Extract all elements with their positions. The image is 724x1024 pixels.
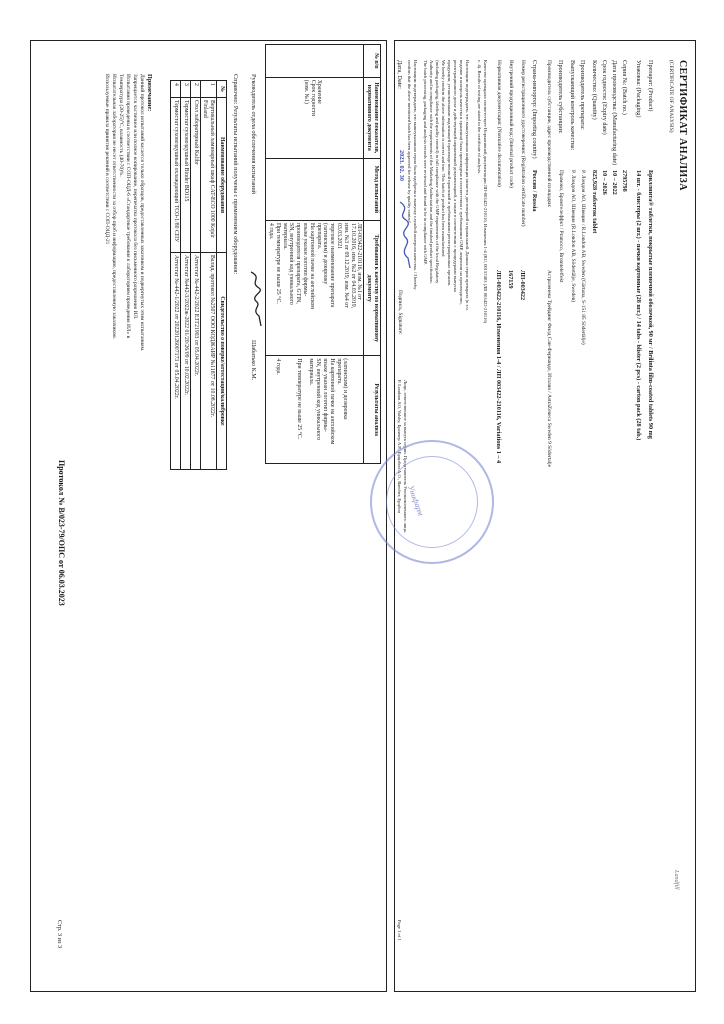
req-line: производителя препарата, GTIN, bbox=[295, 222, 302, 304]
equipment-intro: Справочно: Результаты испытаний получены с применением оборудования: bbox=[232, 74, 239, 275]
quality-line: с. 4). Results of testing are stated in the certificate of analysis. bbox=[477, 60, 482, 175]
field-label-reg-number: Номер регистрационного удостоверения: (Registration certificate number) bbox=[520, 60, 526, 227]
shelf-life-label: Срок годности bbox=[309, 79, 316, 116]
field-label-expiry: Срок годности: (Expiry date) bbox=[601, 60, 608, 135]
note-line: Данный протокол испытаний касается только образцов, предоставленных заказчиком и подвергнутых этим испытаниям. bbox=[139, 74, 145, 352]
certificate-signature bbox=[394, 200, 414, 270]
statement-line: регистрационного досье и действующей нормативной документацией, а также в соответствии с процедурами выпуска bbox=[453, 60, 458, 292]
req-line: SN, внутренний код уникального bbox=[288, 222, 295, 305]
eq-col-name: Наименование оборудования bbox=[217, 98, 227, 253]
protocol-footer: Протокол № В/023-79/ОПС от 06.03.2023 bbox=[57, 460, 66, 606]
field-value-release-control: Р. Лондон АО, Швеция (R.London AB, Södertälje, Sweden) bbox=[570, 170, 576, 303]
field-label-mfg-date: Дата производства: (Manufacturing date) bbox=[611, 60, 618, 166]
company-logo: Landfill bbox=[673, 870, 680, 890]
col-indicator: Наименование показателя, нормативного документа bbox=[364, 77, 381, 158]
shelf-life-result: 4 года. bbox=[274, 358, 281, 375]
certificate-subtitle: (CERTIFICATE OF ANALYSIS) bbox=[668, 60, 674, 133]
field-value-mfg-date: 10 – 2022 bbox=[611, 170, 618, 195]
field-value-normative-doc: ЛП-003422-210116, Изменения 1-4 / ЛП 003422-210116, Variations 1 – 4 bbox=[495, 270, 502, 464]
field-label-manufacturer: Производитель препарата: bbox=[579, 60, 586, 130]
field-value-product: Бриллинта® таблетки, покрытые пленочной оболочкой, 90 мг / Brilinta film-coated tablets 90 mg bbox=[647, 170, 654, 439]
res-line: материала. bbox=[308, 358, 315, 386]
statement-line: The batch processing, packaging and analysis records were reviewed and found to be in compliance with GMP. bbox=[423, 60, 428, 265]
field-value-api-site: Астразенека Трейдинг Филд Сан-Фернандо, Италия / AstraZeneca Sweden 9 Södertalje bbox=[546, 270, 552, 467]
col-results: Результаты анализа bbox=[364, 356, 381, 464]
release-line: confirm that the above mentioned batch has been approved for release by quality control. bbox=[407, 60, 412, 224]
req-line: (латинским) и дозировку bbox=[322, 222, 329, 285]
col-method: Метод испытаний bbox=[364, 158, 381, 220]
protocol-page bbox=[30, 40, 385, 990]
equipment-table bbox=[170, 80, 227, 470]
certificate-page-number: Page 1 of 1 bbox=[397, 920, 402, 941]
field-label-api-site: Производитель субстанции, адрес производственной площадки: bbox=[546, 60, 552, 208]
field-value-reg-number: ЛП-003422 bbox=[519, 270, 526, 301]
field-value-batch: 2795798 bbox=[621, 170, 628, 192]
col-requirements: Требования к качеству по нормативному документу bbox=[364, 220, 381, 355]
req-line: 03.03.2021 bbox=[336, 222, 343, 250]
certificate-title: СЕРТИФИКАТ АНАЛИЗА bbox=[677, 60, 688, 191]
responsible-signature bbox=[245, 270, 267, 330]
signatory-name: Р. Londson AO, Valsby, Бранчер А.Р., Ерцибон А.О., Baecher, Ерцбон bbox=[397, 380, 402, 514]
res-line: (латинским) и дозировка bbox=[342, 358, 349, 420]
statement-line: (including packaging, labeling and quality control) in full compliance with the GMP requirements of the local Regulatory bbox=[435, 60, 440, 284]
note-line: Используемые правила принятия решений в соответствии с СОП-ОЦД-21 bbox=[104, 74, 110, 245]
field-value-quantity: 825,928 таблеток tablet bbox=[591, 170, 598, 234]
req-line: ЛП-003422-210116, изм. №1 от bbox=[356, 222, 363, 300]
equipment-row: 2 Стол лабораторный Kalibr Аттестат №-442-2/2022 ЕЗТ21903 от 05.04.2022г. bbox=[190, 81, 200, 470]
field-label-product: Препарат: (Product) bbox=[647, 60, 654, 112]
signature-label: Подпись, Signature: bbox=[397, 290, 403, 335]
statement-line: Authority and in compliance with the requirements of the Marketing Authorization and the finished product specification. bbox=[429, 60, 434, 284]
col-number: № п/п bbox=[364, 45, 381, 78]
signatory-title: Лицо, ответственное за выпуск серии. Представитель Уполномоченного лица. bbox=[403, 380, 408, 533]
req-line: языке указан логотип фирмы- bbox=[302, 222, 309, 297]
field-value-manufacturer: Р. Лондон АО, Швеция / R.London AB, Sweden (Gärtuna, S-151 85 Södertälje) bbox=[580, 170, 586, 345]
shelf-life-requirement: 4 года. bbox=[268, 222, 275, 240]
field-label-importer: Страна-импортер: (Importing country) bbox=[531, 60, 538, 159]
responsible-label: Руководитель отдела обеспечения испытаний bbox=[250, 74, 257, 194]
note-line: Испытательная лаборатория не несет ответственности за отбор проб и информацию, предоставленную заказчиком. bbox=[111, 74, 117, 340]
company-stamp bbox=[370, 440, 494, 564]
equipment-row: 1 Вертикальный ламинарный шкаф CAT-ECO 1000 Kojair Finland Валид. протокол №2507 ООО КОДЖАИР №11877 от 10.08.2022г. bbox=[200, 81, 217, 470]
field-label-quantity: Количество: (Quantity) bbox=[591, 60, 598, 120]
field-label-internal-code: Внутренний продукционный код: (Internal product code) bbox=[508, 60, 514, 189]
field-value-internal-code: 167159 bbox=[507, 270, 514, 289]
date-label: Дата, Date: bbox=[396, 60, 403, 89]
table-row bbox=[266, 45, 364, 464]
field-label-packaging: Упаковка: (Packaging) bbox=[635, 60, 642, 118]
field-label-release-control: Выпускающий контроль качества: bbox=[569, 60, 576, 151]
eq-col-number: № bbox=[217, 81, 227, 98]
req-line: материала. bbox=[281, 222, 288, 250]
equipment-row: 3 Термостат суховоздушный Binder BD115 Аттестат №442-3/2022ж-2022 01/20/26/09 от 10.02.2022г. bbox=[181, 81, 191, 470]
statement-line: We hereby confirm the above information is correct and true. This batch of product has been manufactured bbox=[441, 60, 446, 257]
res-line: На картонной пачке на английском bbox=[328, 358, 335, 445]
statement-line: Настоящим подтверждаем, что вышеуказанная информация является достоверной и правильной. Данная серия препарата (в т.ч. bbox=[465, 60, 470, 311]
field-label-api-manufacturer: Производитель субстанции: bbox=[557, 60, 564, 134]
protocol-page-number: Стр. 3 из 3 bbox=[56, 920, 63, 949]
field-label-batch: Серия №: (Batch no.) bbox=[621, 60, 628, 115]
quality-line: Качество препарата соответствует Нормативной документации ЛП-003422-210116, Изменения 1-4 (RU, 00157403 (ЛП 003422-210116) bbox=[483, 60, 488, 324]
eq-col-cert: Свидетельство о поверке/аттестации/калибровке bbox=[217, 253, 227, 470]
storage-requirement: При температуре не выше 25 °С. bbox=[274, 222, 281, 304]
results-table bbox=[265, 44, 381, 464]
shelf-life-ref: (изм. №1) bbox=[302, 79, 309, 104]
note-line: Испытания проведены в соответствии с СОП-ОЦД-6 «Стандартные требования к лабораториям проведения ИЛ» в bbox=[125, 74, 131, 339]
statement-line: продукции, установленными надлежащей производственной практикой и требованиями регистрационных органов. bbox=[447, 60, 452, 287]
statement-line: ведение и контроль качества и хранения) была произведена в соответствии с требованиями GMP, лицензии на производство, bbox=[459, 60, 464, 305]
res-line: SN, внутренний код уникального bbox=[315, 358, 322, 441]
note-line: Запрещается частичное или полное копирование, перепечатка протокола без письменного разрешения ИЛ. bbox=[132, 74, 138, 320]
release-line: Настоящим подтверждаем, что вышеуказанная серия была одобрена к выпуску службой контроля качества. / I hereby bbox=[413, 60, 418, 290]
field-value-api-manufacturer: Прамоко, Бромтелеффкт / Pramoco, Bromteleffekt bbox=[558, 170, 564, 283]
field-value-packaging: 14 шт. - блистеры (2 шт.) - пачки картонные (28 шт.) / 14 tabs - blister (2 pcs) - carton pack (28 tab.) bbox=[635, 170, 642, 441]
equipment-row: 4 Термостат суховоздушный охлаждающий ТСО-1/80 СПУ Аттестат №-442-1/2022 от 20220126007173 от 05.04.2022г. bbox=[171, 81, 181, 470]
storage-label: Хранение bbox=[316, 79, 323, 104]
req-line: изм. №3 от 09.12.2019, изм. №4 от bbox=[342, 222, 349, 308]
res-line: препарата. bbox=[335, 358, 342, 385]
field-value-expiry: 10 – 2026 bbox=[601, 170, 608, 195]
res-line: языке указан логотип фирмы- bbox=[322, 358, 329, 432]
req-line: 17.10.2016, изм. №2 от 04.03.2019, bbox=[349, 222, 356, 309]
req-line: препарата. bbox=[315, 222, 322, 250]
date-value: 2023. 02. 30 bbox=[398, 150, 405, 181]
stamp-text: Унифарм bbox=[406, 484, 426, 517]
req-line: торговое наименование препарата bbox=[329, 222, 336, 308]
field-value-importer: Россия / Russia bbox=[531, 170, 538, 212]
field-label-normative-doc: Нормативная документация: (Normative documentation) bbox=[496, 60, 502, 187]
storage-result: При температуре не выше 25 °С. bbox=[295, 358, 302, 440]
req-line: На картонной пачке на английском bbox=[308, 222, 315, 309]
responsible-name: Шабатько К.М. bbox=[250, 340, 257, 381]
note-line: Температура (20-25)°С, влажность (40-70)%. bbox=[118, 74, 124, 177]
notes-title: Примечание: bbox=[146, 74, 153, 112]
